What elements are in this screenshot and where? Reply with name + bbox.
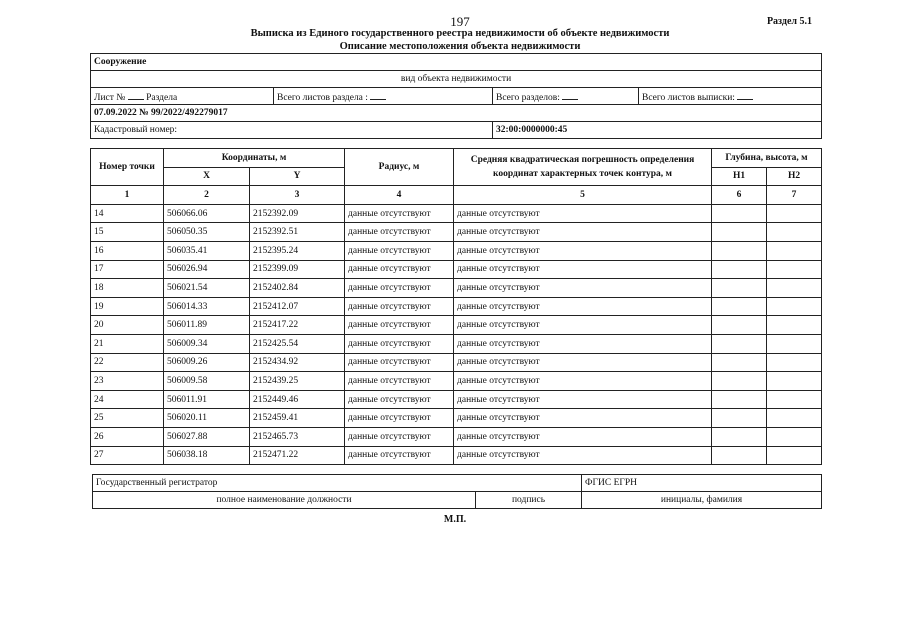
- table-row: [91, 260, 822, 279]
- header-h1: H1: [712, 167, 767, 186]
- point-number-cell: 27: [91, 446, 164, 465]
- point-number-cell: 24: [91, 390, 164, 409]
- h1-cell: [712, 223, 767, 242]
- h1-cell: [712, 204, 767, 223]
- coord-x-cell: 506050.35: [164, 223, 250, 242]
- h1-cell: [712, 427, 767, 446]
- error-cell: данные отсутствуют: [454, 241, 712, 260]
- error-cell: данные отсутствуют: [454, 446, 712, 465]
- point-number-cell: 26: [91, 427, 164, 446]
- h2-cell: [767, 334, 822, 353]
- h2-cell: [767, 427, 822, 446]
- coord-y-cell: 2152392.09: [250, 204, 345, 223]
- point-number-cell: 20: [91, 316, 164, 335]
- cadastral-number: 32:00:0000000:45: [493, 122, 822, 139]
- coord-x-cell: 506009.26: [164, 353, 250, 372]
- h1-cell: [712, 334, 767, 353]
- position-caption: полное наименование должности: [93, 492, 476, 509]
- error-cell: данные отсутствуют: [454, 334, 712, 353]
- coord-y-cell: 2152402.84: [250, 279, 345, 298]
- total-sections-cell: [493, 88, 639, 105]
- column-number: 3: [250, 186, 345, 205]
- h2-cell: [767, 390, 822, 409]
- table-row: [91, 409, 822, 428]
- h2-cell: [767, 316, 822, 335]
- sheet-section-label: Раздела: [146, 92, 178, 103]
- radius-cell: данные отсутствуют: [345, 409, 454, 428]
- sheet-label: Лист №: [94, 92, 126, 103]
- radius-cell: данные отсутствуют: [345, 372, 454, 391]
- radius-cell: данные отсутствуют: [345, 204, 454, 223]
- h1-cell: [712, 279, 767, 298]
- radius-cell: данные отсутствуют: [345, 390, 454, 409]
- error-cell: данные отсутствуют: [454, 297, 712, 316]
- initials-caption: инициалы, фамилия: [582, 492, 822, 509]
- error-cell: данные отсутствуют: [454, 204, 712, 223]
- total-sheets-extract-blank: [737, 90, 753, 100]
- cadastral-label: Кадастровый номер:: [91, 122, 493, 139]
- column-number: 2: [164, 186, 250, 205]
- coord-x-cell: 506026.94: [164, 260, 250, 279]
- table-row: [91, 316, 822, 335]
- error-cell: данные отсутствуют: [454, 260, 712, 279]
- column-number: 5: [454, 186, 712, 205]
- error-cell: данные отсутствуют: [454, 353, 712, 372]
- system-label: ФГИС ЕГРН: [582, 475, 822, 492]
- column-number: 4: [345, 186, 454, 205]
- date-number: 07.09.2022 № 99/2022/492279017: [91, 105, 822, 122]
- error-cell: данные отсутствуют: [454, 223, 712, 242]
- document-subtitle: Описание местоположения объекта недвижимости: [339, 41, 581, 52]
- coord-x-cell: 506038.18: [164, 446, 250, 465]
- point-number-cell: 14: [91, 204, 164, 223]
- table-row: [91, 427, 822, 446]
- h2-cell: [767, 260, 822, 279]
- coord-x-cell: 506020.11: [164, 409, 250, 428]
- coordinates-table: [90, 148, 822, 465]
- total-sheets-section-cell: [274, 88, 493, 105]
- table-row: [91, 353, 822, 372]
- radius-cell: данные отсутствуют: [345, 241, 454, 260]
- radius-cell: данные отсутствуют: [345, 334, 454, 353]
- radius-cell: данные отсутствуют: [345, 353, 454, 372]
- sheet-number-cell: [91, 88, 274, 105]
- coord-x-cell: 506009.34: [164, 334, 250, 353]
- coord-x-cell: 506066.06: [164, 204, 250, 223]
- table-row: [91, 223, 822, 242]
- radius-cell: данные отсутствуют: [345, 279, 454, 298]
- table-row: [91, 372, 822, 391]
- table-row: [91, 241, 822, 260]
- h2-cell: [767, 409, 822, 428]
- total-sheets-section-label: Всего листов раздела :: [277, 92, 368, 103]
- coord-x-cell: 506011.89: [164, 316, 250, 335]
- point-number-cell: 25: [91, 409, 164, 428]
- h2-cell: [767, 446, 822, 465]
- coord-x-cell: 506021.54: [164, 279, 250, 298]
- object-type-caption: вид объекта недвижимости: [91, 71, 822, 88]
- coord-y-cell: 2152465.73: [250, 427, 345, 446]
- page-number: 197: [450, 14, 470, 29]
- object-type: Сооружение: [91, 54, 822, 71]
- error-cell: данные отсутствуют: [454, 390, 712, 409]
- coord-x-cell: 506009.58: [164, 372, 250, 391]
- signature-caption: подпись: [476, 492, 582, 509]
- header-depth-height: Глубина, высота, м: [712, 149, 822, 168]
- document-title: Выписка из Единого государственного реестра недвижимости об объекте недвижимости: [250, 28, 670, 39]
- point-number-cell: 18: [91, 279, 164, 298]
- h1-cell: [712, 372, 767, 391]
- point-number-cell: 22: [91, 353, 164, 372]
- h2-cell: [767, 223, 822, 242]
- column-number-row: [91, 186, 822, 205]
- header-error: Средняя квадратическая погрешность определения координат характерных точек контура, м: [454, 149, 712, 186]
- total-sections-blank: [562, 90, 578, 100]
- h1-cell: [712, 353, 767, 372]
- coord-x-cell: 506035.41: [164, 241, 250, 260]
- coordinates-body: [91, 204, 822, 464]
- h2-cell: [767, 297, 822, 316]
- coord-y-cell: 2152471.22: [250, 446, 345, 465]
- table-row: [91, 279, 822, 298]
- coord-y-cell: 2152439.25: [250, 372, 345, 391]
- point-number-cell: 19: [91, 297, 164, 316]
- h1-cell: [712, 316, 767, 335]
- coord-y-cell: 2152392.51: [250, 223, 345, 242]
- point-number-cell: 23: [91, 372, 164, 391]
- seal-mark: М.П.: [443, 514, 467, 525]
- h1-cell: [712, 390, 767, 409]
- error-cell: данные отсутствуют: [454, 279, 712, 298]
- column-number: 1: [91, 186, 164, 205]
- coord-y-cell: 2152434.92: [250, 353, 345, 372]
- error-cell: данные отсутствуют: [454, 409, 712, 428]
- coord-x-cell: 506011.91: [164, 390, 250, 409]
- radius-cell: данные отсутствуют: [345, 223, 454, 242]
- table-row: [91, 204, 822, 223]
- table-row: [91, 334, 822, 353]
- sheet-blank: [128, 90, 144, 100]
- error-cell: данные отсутствуют: [454, 427, 712, 446]
- column-number: 6: [712, 186, 767, 205]
- coord-y-cell: 2152412.07: [250, 297, 345, 316]
- coord-y-cell: 2152395.24: [250, 241, 345, 260]
- h2-cell: [767, 241, 822, 260]
- header-y: Y: [250, 167, 345, 186]
- h1-cell: [712, 446, 767, 465]
- table-row: [91, 297, 822, 316]
- header-table: [90, 53, 822, 139]
- signature-table: [92, 474, 822, 509]
- point-number-cell: 17: [91, 260, 164, 279]
- h1-cell: [712, 297, 767, 316]
- h2-cell: [767, 279, 822, 298]
- header-coordinates: Координаты, м: [164, 149, 345, 168]
- coord-y-cell: 2152459.41: [250, 409, 345, 428]
- table-row: [91, 446, 822, 465]
- section-label: Раздел 5.1: [766, 16, 812, 27]
- header-h2: H2: [767, 167, 822, 186]
- error-cell: данные отсутствуют: [454, 372, 712, 391]
- h2-cell: [767, 353, 822, 372]
- header-point-number: Номер точки: [91, 149, 164, 186]
- radius-cell: данные отсутствуют: [345, 316, 454, 335]
- point-number-cell: 21: [91, 334, 164, 353]
- h2-cell: [767, 204, 822, 223]
- point-number-cell: 16: [91, 241, 164, 260]
- h1-cell: [712, 241, 767, 260]
- table-row: [91, 390, 822, 409]
- radius-cell: данные отсутствуют: [345, 260, 454, 279]
- coord-x-cell: 506014.33: [164, 297, 250, 316]
- column-number: 7: [767, 186, 822, 205]
- coord-y-cell: 2152425.54: [250, 334, 345, 353]
- coord-y-cell: 2152399.09: [250, 260, 345, 279]
- point-number-cell: 15: [91, 223, 164, 242]
- radius-cell: данные отсутствуют: [345, 427, 454, 446]
- total-sheets-extract-cell: [639, 88, 822, 105]
- radius-cell: данные отсутствуют: [345, 446, 454, 465]
- h1-cell: [712, 409, 767, 428]
- total-sheets-section-blank: [370, 90, 386, 100]
- coord-y-cell: 2152417.22: [250, 316, 345, 335]
- error-cell: данные отсутствуют: [454, 316, 712, 335]
- header-radius: Радиус, м: [345, 149, 454, 186]
- radius-cell: данные отсутствуют: [345, 297, 454, 316]
- h2-cell: [767, 372, 822, 391]
- coord-y-cell: 2152449.46: [250, 390, 345, 409]
- registrar-label: Государственный регистратор: [93, 475, 582, 492]
- total-sheets-extract-label: Всего листов выписки:: [642, 92, 735, 103]
- coord-x-cell: 506027.88: [164, 427, 250, 446]
- total-sections-label: Всего разделов:: [496, 92, 560, 103]
- h1-cell: [712, 260, 767, 279]
- header-x: X: [164, 167, 250, 186]
